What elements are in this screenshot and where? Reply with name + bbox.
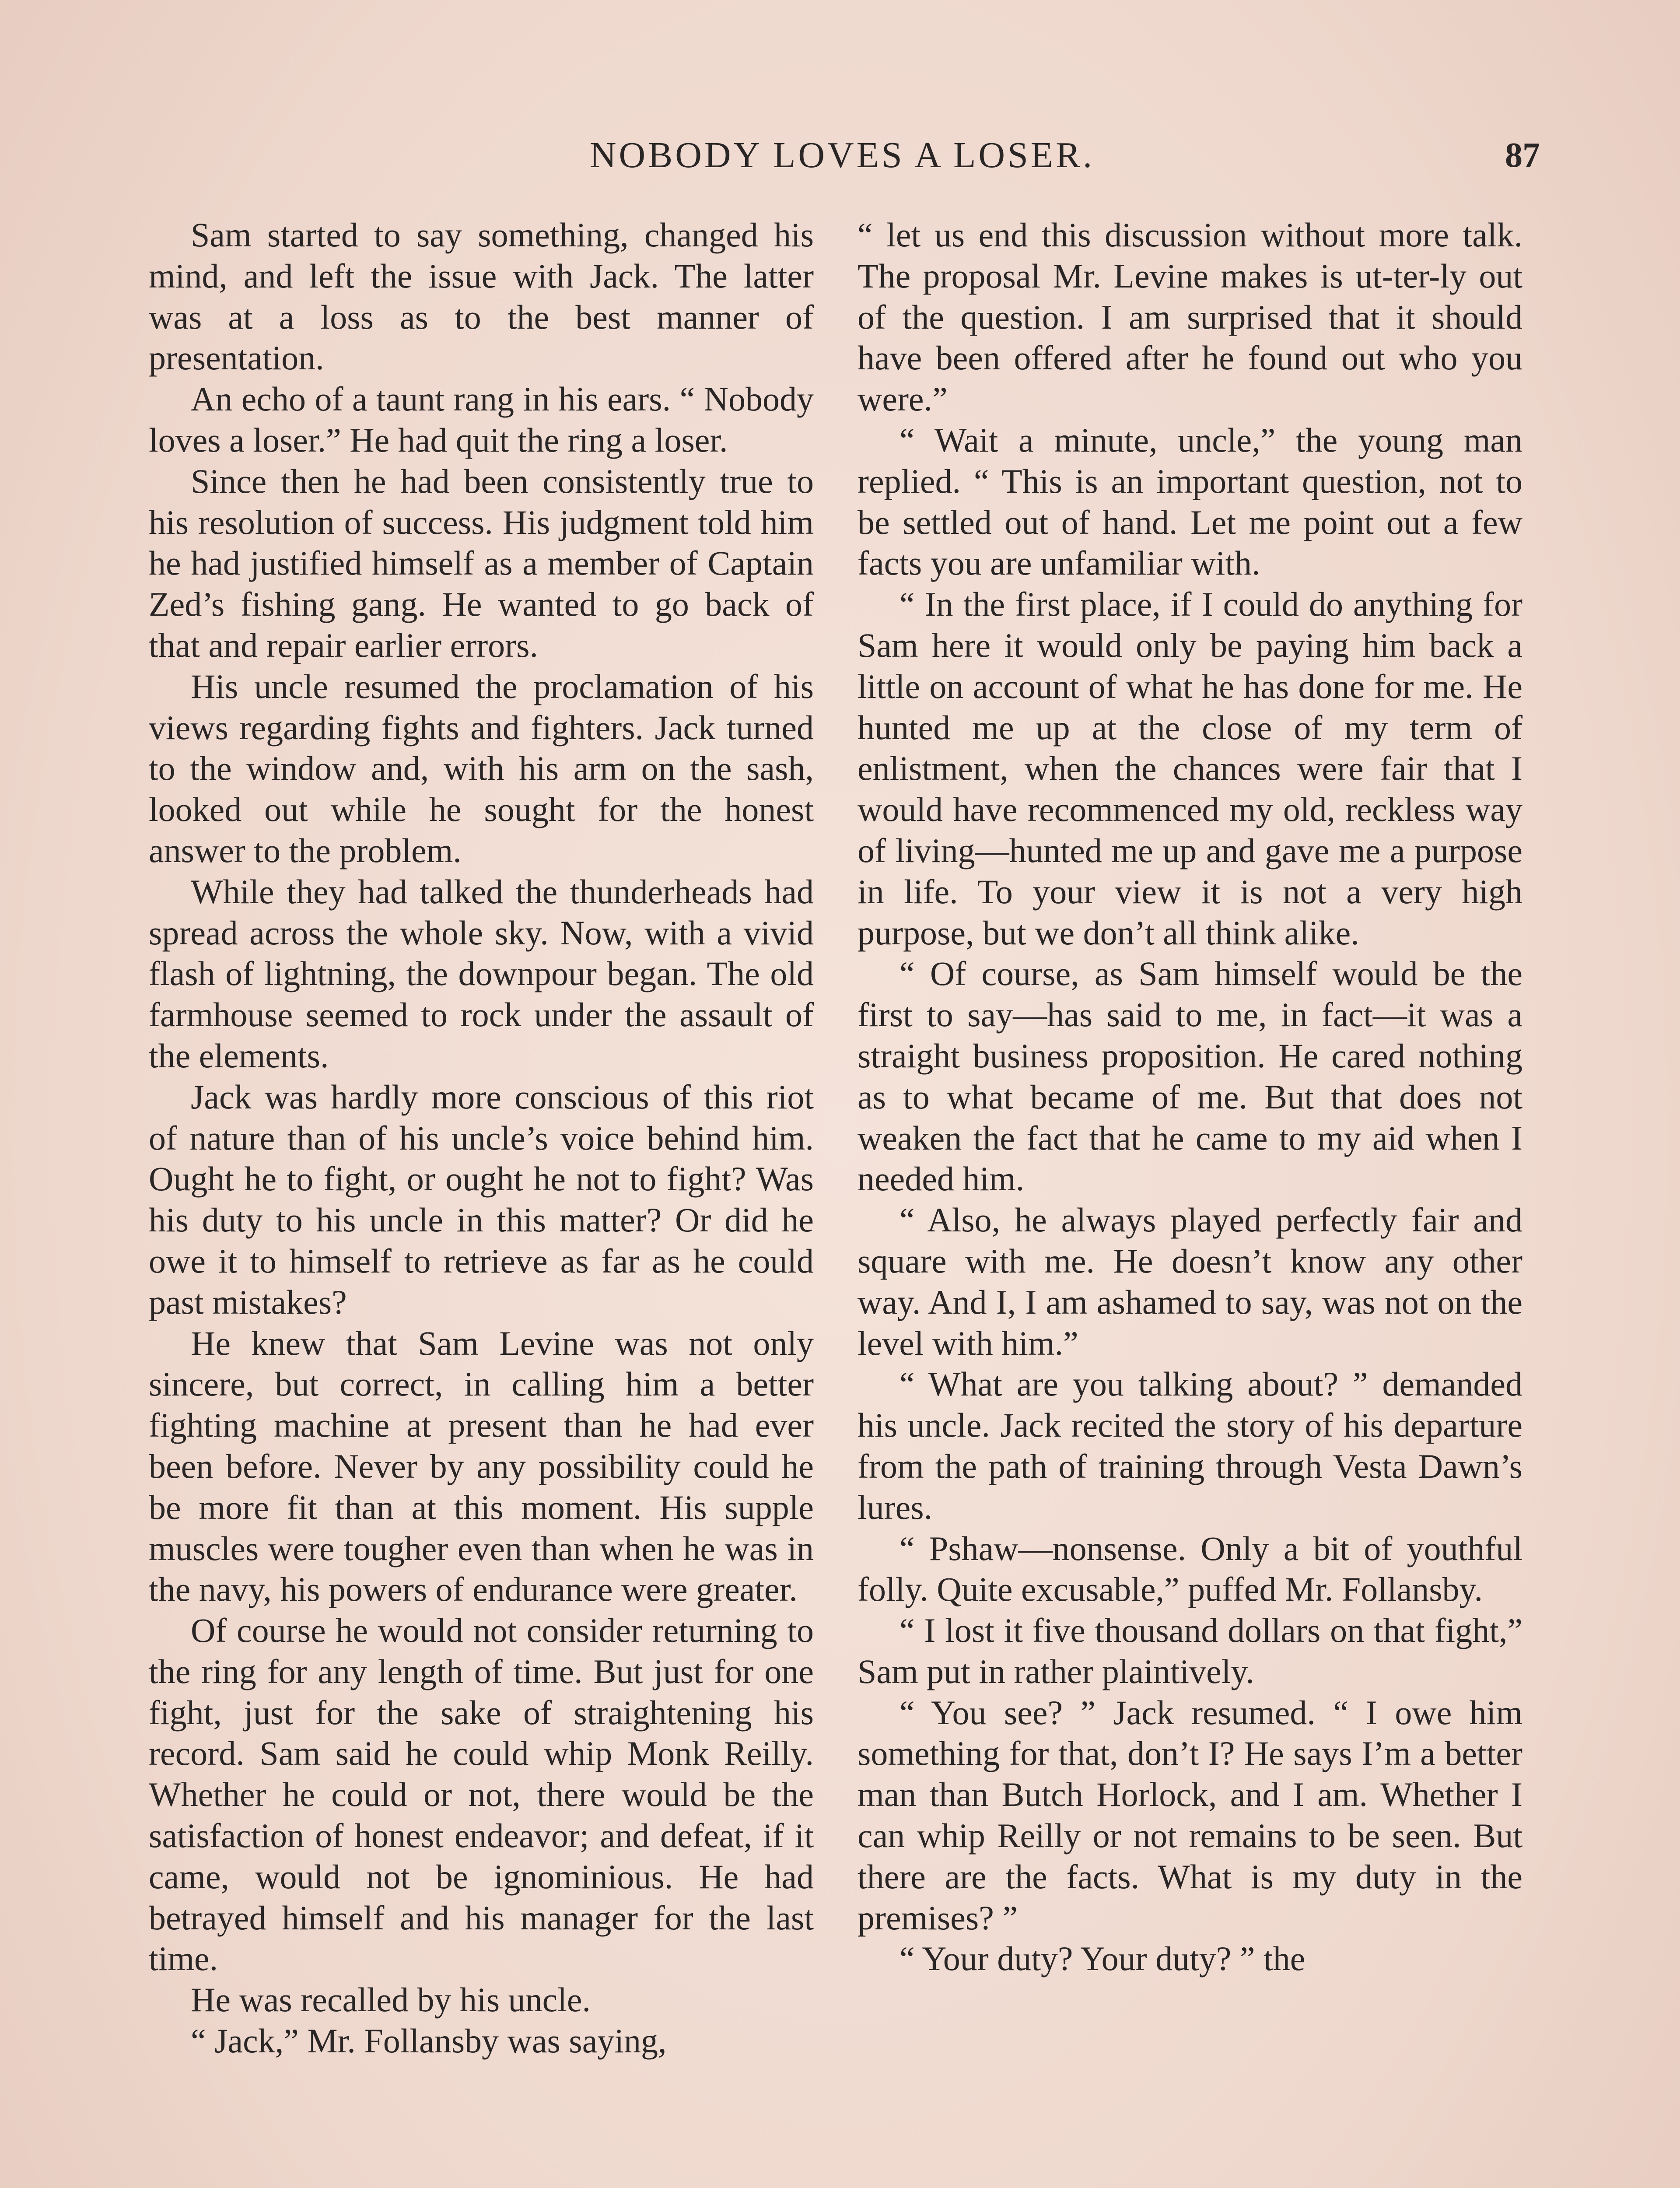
paragraph: “ Of course, as Sam himself would be the first to say—has said to me, in fact—it was a straight business proposition. He cared nothing as to what became of me. But that does not weaken the fact that he came to my aid when I needed him. <box>858 954 1522 1198</box>
paragraph: “ In the first place, if I could do anything for Sam here it would only be paying him back a little on account of what he has done for me. He hunted me up at the close of my term of enlistment, when the chances were fair that I would have recommenced my old, reckless way of living—hunted me up and gave me a purpose in life. To your view it is not a very high purpose, but we don’t all think alike. <box>858 585 1522 952</box>
running-title: NOBODY LOVES A LOSER. <box>589 135 1095 175</box>
paragraph: Of course he would not consider returning to the ring for any length of time. But just for one fight, just for the sake of straightening his record. Sam said he could whip Monk Reilly. Whether he could or not, there would be the satisfaction of honest endeavor; and defeat, if it came, would not be ignominious. He had betrayed himself and his manager for the last time. <box>149 1611 814 1978</box>
paragraph: “ What are you talking about? ” demanded his uncle. Jack recited the story of his departure from the path of training through Vesta Dawn’s lures. <box>858 1365 1522 1526</box>
paragraph-continuation: “ let us end this discussion without more talk. The proposal Mr. Levine makes is ut-ter-ly out of the question. I am surprised that it should have been offered after he found out who you were.” <box>858 216 1522 418</box>
page-header <box>144 131 1540 179</box>
right-column <box>858 214 1522 1979</box>
paragraph: “ Pshaw—nonsense. Only a bit of youthful folly. Quite excusable,” puffed Mr. Follansby. <box>858 1529 1522 1609</box>
paragraph: Jack was hardly more conscious of this riot of nature than of his uncle’s voice behind him. Ought he to fight, or ought he not to fight? Was his duty to his uncle in this matter? Or did he owe it to himself to retrieve as far as he could past mistakes? <box>149 1077 814 1321</box>
paragraph: “ Wait a minute, uncle,” the young man replied. “ This is an important question, not to be settled out of hand. Let me point out a few facts you are unfamiliar with. <box>858 421 1522 582</box>
paragraph: His uncle resumed the proclamation of his views regarding fights and fighters. Jack turned to the window and, with his arm on the sash, looked out while he sought for the honest answer to the problem. <box>149 667 814 870</box>
paragraph: “ Your duty? Your duty? ” the <box>900 1939 1306 1978</box>
paragraph: “ You see? ” Jack resumed. “ I owe him something for that, don’t I? He says I’m a better man than Butch Horlock, and I am. Whether I can whip Reilly or not remains to be seen. But there are the facts. What is my duty in the premises? ” <box>858 1693 1522 1937</box>
paragraph: “ Also, he always played perfectly fair and square with me. He doesn’t know any other way. And I, I am ashamed to say, was not on the level with him.” <box>858 1201 1522 1362</box>
paragraph: An echo of a taunt rang in his ears. “ Nobody loves a loser.” He had quit the ring a loser. <box>149 380 814 459</box>
paragraph: He knew that Sam Levine was not only sincere, but correct, in calling him a better fighting machine at present than he had ever been before. Never by any possibility could he be more fit than at this moment. His supple muscles were tougher even than when he was in the navy, his powers of endurance were greater. <box>149 1324 814 1609</box>
paragraph: While they had talked the thunderheads had spread across the whole sky. Now, with a vivid flash of lightning, the downpour began. The old farmhouse seemed to rock under the assault of the elements. <box>149 872 814 1075</box>
paragraph: Since then he had been consistently true to his resolution of success. His judgment told him he had justified himself as a member of Captain Zed’s fishing gang. He wanted to go back of that and repair earlier errors. <box>149 462 814 664</box>
paragraph: Sam started to say something, changed his mind, and left the issue with Jack. The latter was at a loss as to the best manner of presentation. <box>149 216 814 377</box>
paragraph: “ Jack,” Mr. Follansby was saying, <box>191 2022 667 2060</box>
page-number: 87 <box>1505 136 1540 175</box>
left-column <box>149 214 814 2062</box>
paragraph: “ I lost it five thousand dollars on that fight,” Sam put in rather plaintively. <box>858 1611 1522 1690</box>
paragraph: He was recalled by his uncle. <box>191 1981 591 2019</box>
